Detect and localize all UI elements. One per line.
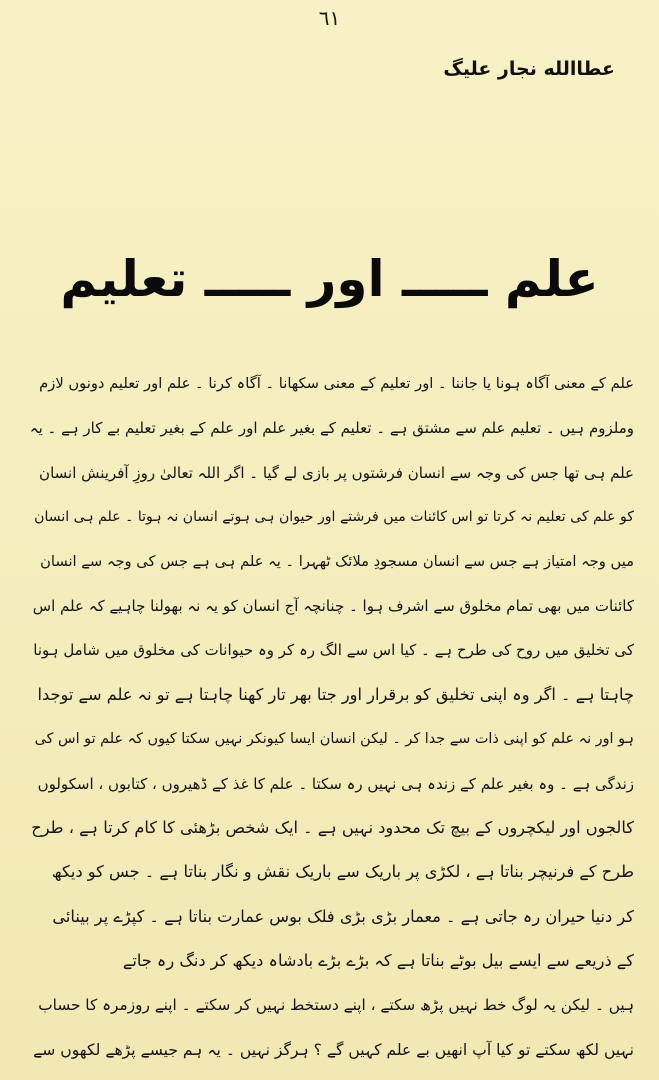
text-line: کالجوں اور لیکچروں کے بیچ تک محدود نہیں ہے ۔ ایک شخص بڑھئی کا کام کرتا ہے ، طرح — [31, 817, 634, 837]
text-line: ہو اور نہ علم کو اپنی ذات سے جدا کر ۔ لیکن انسان ایسا کیونکر نہیں سکتا کیوں کہ علم تو اس کی — [34, 731, 634, 748]
text-line: کائنات میں بھی تمام مخلوق سے اشرف ہوا ۔ چنانچہ آج انسان کو یہ نہ بھولنا چاہیے کہ علم اس — [32, 596, 634, 615]
text-line: ہیں ۔ لیکن یہ لوگ خط نہیں پڑھ سکتے ، اپنے دستخط نہیں کر سکتے ۔ اپنے روزمرہ کا حساب — [38, 996, 634, 1015]
text-line: علم کے معنی آگاہ ہونا یا جاننا ۔ اور تعلیم کے معنی سکھانا ۔ آگاہ کرنا ۔ علم اور تعلیم دونوں لازم — [39, 375, 634, 392]
text-line: کر دنیا حیران رہ جاتی ہے ۔ معمار بڑی بڑی فلک بوس عمارت بناتا ہے ۔ کپڑے پر بینائی — [52, 906, 634, 926]
text-line: وملزوم ہیں ۔ تعلیم علم سے مشتق ہے ۔ تعلیم کے بغیر علم اور علم کے بغیر تعلیم بے کار ہے ۔ یہ — [30, 419, 634, 438]
text-line: کی تخلیق میں روح کی طرح ہے ۔ کیا اس سے الگ رہ کر وہ حیوانات کی مخلوق میں شامل ہونا — [33, 641, 634, 660]
text-line: چاہتا ہے ۔ اگر وہ اپنی تخلیق کو برقرار اور جتا بھر تار کھنا چاہتا ہے تو نہ علم سے توجدا — [37, 684, 634, 704]
text-line: طرح کے فرنیچر بناتا ہے ، لکڑی پر باریک سے باریک نقش و نگار بناتا ہے ۔ جس کو دیکھ — [51, 862, 634, 882]
text-line: زندگی ہے ۔ وہ بغیر علم کے زندہ ہی نہیں رہ سکتا ۔ علم کا غذ کے ڈھیروں ، کتابوں ، اسکولوں — [37, 774, 634, 793]
text-line: میں وجہ امتیاز ہے جس سے انسان مسجودِ ملائک ٹھہرا ۔ یہ علم ہی ہے جس کی وجہ سے انسان — [40, 552, 634, 570]
text-line: کو علم کی تعلیم نہ کرتا تو اس کائنات میں فرشتے اور حیوان ہی ہوتے انسان نہ ہوتا ۔ علم ہی انسان — [34, 509, 634, 526]
text-line: علم ہی تھا جس کی وجہ سے انسان فرشتوں پر بازی لے گیا ۔ اگر اللہ تعالیٰ روزِ آفرینش انسان — [39, 463, 634, 482]
chapter-title: علم ـــــ اور ـــــ تعلیم — [60, 250, 599, 308]
text-line: نہیں لکھ سکتے تو کیا آپ انھیں بے علم کہیں گے ؟ ہرگز نہیں ۔ یہ ہم جیسے پڑھے لکھوں سے — [33, 1040, 634, 1059]
body-text — [30, 362, 634, 1072]
page-number: ٦١ — [318, 6, 341, 30]
text-line: کے ذریعے سے ایسے بیل بوٹے بناتا ہے کہ بڑے بڑے بادشاہ دیکھ کر دنگ رہ جاتے — [122, 951, 634, 971]
author-name: عطاالله نجار علیگ — [443, 58, 615, 80]
